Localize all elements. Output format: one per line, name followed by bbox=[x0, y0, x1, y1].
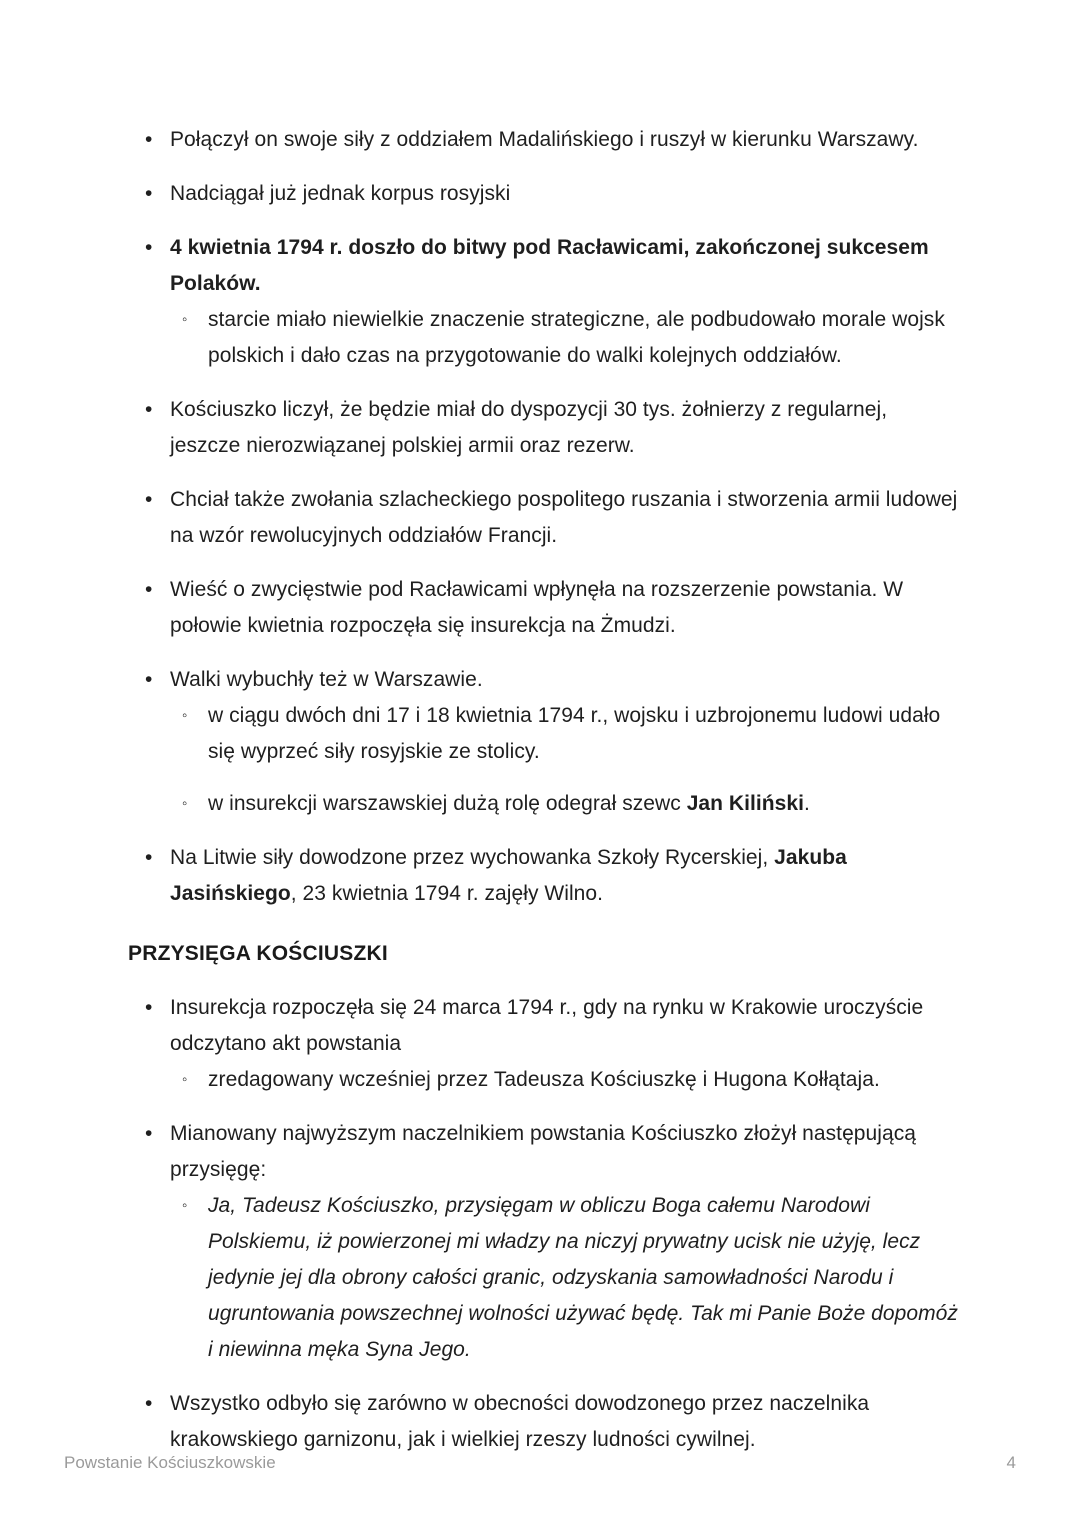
list-item bbox=[170, 1062, 958, 1098]
bullet-point-icon: • bbox=[145, 488, 153, 511]
list-item-text: Nadciągał już jednak korpus rosyjski bbox=[170, 182, 511, 205]
main-bullet-list bbox=[128, 122, 958, 912]
bullet-point-icon: • bbox=[145, 236, 153, 259]
list-item bbox=[170, 698, 958, 770]
list-item bbox=[170, 786, 958, 822]
list-item bbox=[128, 122, 958, 158]
list-item bbox=[170, 302, 958, 374]
sub-bullet-list bbox=[170, 1188, 958, 1368]
page-footer bbox=[64, 1443, 1016, 1483]
bullet-point-icon: • bbox=[145, 398, 153, 421]
list-item-text: Insurekcja rozpoczęła się 24 marca 1794 r., gdy na rynku w Krakowie uroczyście odczytano akt powstania bbox=[170, 996, 924, 1055]
section-heading: PRZYSIĘGA KOŚCIUSZKI bbox=[128, 942, 388, 965]
list-item-text: starcie miało niewielkie znaczenie strategiczne, ale podbudowało morale wojsk polskich i dało czas na przygotowanie do walki kolejnych oddziałów. bbox=[208, 308, 945, 367]
list-item-text: Połączył on swoje siły z oddziałem Madalińskiego i ruszył w kierunku Warszawy. bbox=[170, 128, 919, 151]
bullet-point-icon: • bbox=[145, 578, 153, 601]
list-item-text-bold: 4 kwietnia 1794 r. doszło do bitwy pod Racławicami, zakończonej sukcesem Polaków. bbox=[170, 236, 929, 295]
hollow-bullet-icon: ◦ bbox=[182, 1071, 188, 1088]
list-item bbox=[128, 840, 958, 912]
bullet-point-icon: • bbox=[145, 1392, 153, 1415]
oath-bullet-list bbox=[128, 990, 958, 1458]
list-item-text: Na Litwie siły dowodzone przez wychowanka Szkoły Rycerskiej, bbox=[170, 846, 775, 869]
person-name-jasinski: Jakuba Jasińskiego bbox=[170, 846, 847, 905]
sub-bullet-list bbox=[170, 302, 958, 374]
list-item bbox=[128, 392, 958, 464]
list-item-text: Wszystko odbyło się zarówno w obecności dowodzonego przez naczelnika krakowskiego garnizonu, jak i wielkiej rzeszy ludności cywilnej. bbox=[170, 1392, 870, 1451]
list-item-text: Mianowany najwyższym naczelnikiem powstania Kościuszko złożył następującą przysięgę: bbox=[170, 1122, 916, 1181]
bullet-point-icon: • bbox=[145, 128, 153, 151]
sub-bullet-list bbox=[170, 1062, 958, 1098]
person-name-kilinski: Jan Kiliński bbox=[686, 792, 804, 815]
list-item bbox=[128, 230, 958, 374]
list-item bbox=[128, 572, 958, 644]
page-content bbox=[128, 122, 958, 1476]
list-item bbox=[170, 1188, 958, 1368]
bullet-point-icon: • bbox=[145, 668, 153, 691]
list-item-text-tail: , 23 kwietnia 1794 r. zajęły Wilno. bbox=[290, 882, 604, 905]
list-item-text: zredagowany wcześniej przez Tadeusza Kościuszkę i Hugona Kołłątaja. bbox=[208, 1068, 880, 1091]
hollow-bullet-icon: ◦ bbox=[182, 1197, 188, 1214]
bullet-point-icon: • bbox=[145, 996, 153, 1019]
bullet-point-icon: • bbox=[145, 182, 153, 205]
list-item-text: Kościuszko liczył, że będzie miał do dyspozycji 30 tys. żołnierzy z regularnej, jeszcze nierozwiązanej polskiej armii oraz rezerw. bbox=[170, 398, 888, 457]
hollow-bullet-icon: ◦ bbox=[182, 795, 188, 812]
footer-page-number: 4 bbox=[1006, 1453, 1016, 1472]
list-item-text: Wieść o zwycięstwie pod Racławicami wpłynęła na rozszerzenie powstania. W połowie kwietnia rozpoczęła się insurekcja na Żmudzi. bbox=[170, 578, 904, 637]
list-item bbox=[128, 482, 958, 554]
list-item bbox=[128, 176, 958, 212]
list-item bbox=[128, 662, 958, 822]
oath-quote-text: Ja, Tadeusz Kościuszko, przysięgam w obliczu Boga całemu Narodowi Polskiemu, iż powierzonej mi władzy na niczyj prywatny ucisk nie użyję, lecz jedynie jej dla obrony całości granic, odzyskania samowładności Narodu i ugruntowania powszechnej wolności używać będę. Tak mi Panie Boże dopomóż i niewinna męka Syna Jego. bbox=[208, 1194, 958, 1361]
hollow-bullet-icon: ◦ bbox=[182, 707, 188, 724]
bullet-point-icon: • bbox=[145, 1122, 153, 1145]
footer-document-title: Powstanie Kościuszkowskie bbox=[64, 1453, 276, 1472]
list-item-text: Walki wybuchły też w Warszawie. bbox=[170, 668, 483, 691]
list-item-text-tail: . bbox=[804, 792, 810, 815]
sub-bullet-list bbox=[170, 698, 958, 822]
list-item bbox=[128, 990, 958, 1098]
list-item bbox=[128, 1116, 958, 1368]
hollow-bullet-icon: ◦ bbox=[182, 311, 188, 328]
list-item-text: Chciał także zwołania szlacheckiego pospolitego ruszania i stworzenia armii ludowej na wzór rewolucyjnych oddziałów Francji. bbox=[170, 488, 958, 547]
bullet-point-icon: • bbox=[145, 846, 153, 869]
list-item-text: w insurekcji warszawskiej dużą rolę odegrał szewc bbox=[208, 792, 687, 815]
list-item-text: w ciągu dwóch dni 17 i 18 kwietnia 1794 r., wojsku i uzbrojonemu ludowi udało się wyprzeć siły rosyjskie ze stolicy. bbox=[208, 704, 941, 763]
